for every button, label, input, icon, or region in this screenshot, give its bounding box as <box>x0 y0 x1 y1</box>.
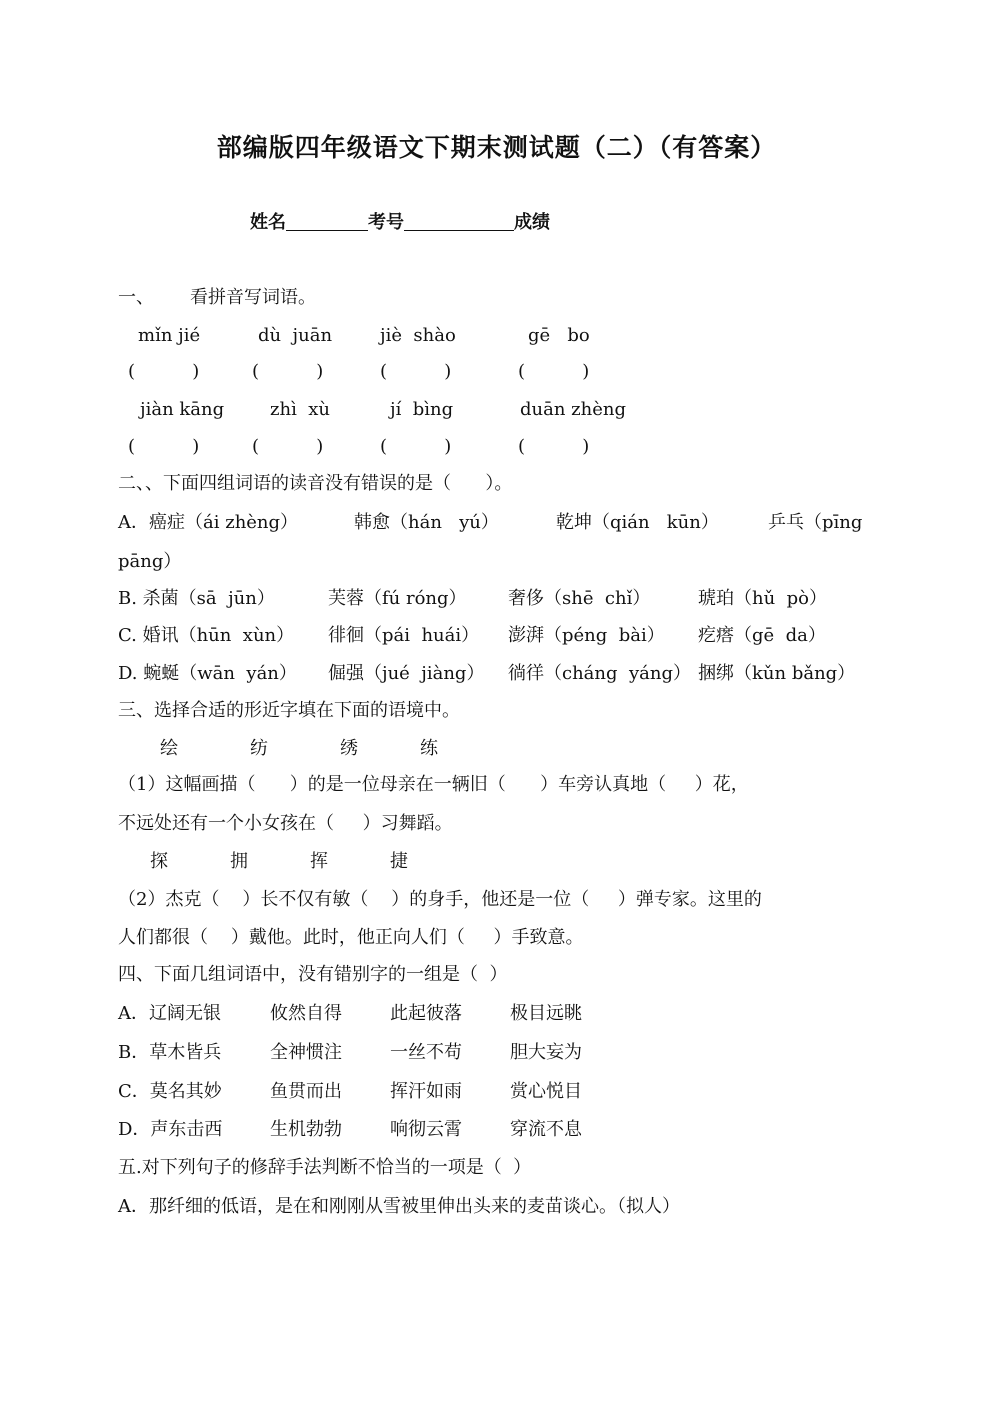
answer-blank[interactable]: ( ) <box>252 361 324 382</box>
option-item: 倔强（jué jiàng） <box>328 663 485 684</box>
option-item: 此起彼落 <box>390 1003 462 1024</box>
option-item: D. 蜿蜒（wān yán） <box>118 663 297 684</box>
q2-option-a-continued: pāng） <box>118 551 182 572</box>
option-item: 一丝不苟 <box>390 1042 462 1063</box>
option-item: 攸然自得 <box>270 1003 342 1024</box>
option-item: B．草木皆兵 <box>118 1042 222 1063</box>
student-info-line <box>250 208 550 234</box>
name-blank[interactable] <box>286 212 368 231</box>
pinyin-item: jiè shào <box>380 325 456 346</box>
q3-heading: 三、选择合适的形近字填在下面的语境中。 <box>118 700 460 721</box>
pinyin-item: gē bo <box>528 325 590 346</box>
option-item: 疙瘩（gē da） <box>698 625 826 646</box>
option-item: A．辽阔无银 <box>118 1003 221 1024</box>
option-item: 乾坤（qián kūn） <box>556 512 719 533</box>
pinyin-item: jí bìng <box>390 399 454 420</box>
answer-blank[interactable]: ( ) <box>128 436 200 457</box>
pinyin-item: dù juān <box>258 325 333 346</box>
option-item: 捆绑（kǔn bǎng） <box>698 663 856 684</box>
option-item: 澎湃（péng bài） <box>508 625 665 646</box>
exam-no-blank[interactable] <box>404 212 514 231</box>
option-item: 穿流不息 <box>510 1119 582 1140</box>
q3-sentence-1-line-1: （1）这幅画描（ ）的是一位母亲在一辆旧（ ）车旁认真地（ ）花， <box>118 774 749 795</box>
exam-no-label: 考号 <box>368 212 404 233</box>
option-item: 胆大妄为 <box>510 1042 582 1063</box>
q1-heading-number: 一、 <box>118 287 154 308</box>
char-choice: 练 <box>420 738 438 759</box>
option-item: 琥珀（hǔ pò） <box>698 588 827 609</box>
q3-sentence-2-line-2: 人们都很（ ）戴他。此时，他正向人们（ ）手致意。 <box>118 927 584 948</box>
option-item: 鱼贯而出 <box>270 1081 342 1102</box>
option-item: 徜徉（cháng yáng） <box>508 663 691 684</box>
score-label: 成绩 <box>514 212 550 233</box>
option-item: 乒乓（pīng <box>768 512 863 533</box>
option-item: A．癌症（ái zhèng） <box>118 512 299 533</box>
option-item: 徘徊（pái huái） <box>328 625 480 646</box>
char-choice: 拥 <box>230 851 248 872</box>
option-item: 芙蓉（fú róng） <box>328 588 467 609</box>
char-choice: 绘 <box>160 738 178 759</box>
char-choice: 挥 <box>310 851 328 872</box>
option-item: 奢侈（shē chǐ） <box>508 588 651 609</box>
pinyin-item: mǐn jié <box>138 325 201 346</box>
answer-blank[interactable]: ( ) <box>518 436 590 457</box>
pinyin-item: jiàn kāng <box>140 399 225 420</box>
answer-blank[interactable]: ( ) <box>380 436 452 457</box>
option-item: D．声东击西 <box>118 1119 223 1140</box>
option-item: 响彻云霄 <box>390 1119 462 1140</box>
answer-blank[interactable]: ( ) <box>252 436 324 457</box>
char-choice: 探 <box>150 851 168 872</box>
option-item: 全神惯注 <box>270 1042 342 1063</box>
q3-sentence-2-line-1: （2）杰克（ ）长不仅有敏（ ）的身手，他还是一位（ ）弹专家。这里的 <box>118 889 762 910</box>
page-title: 部编版四年级语文下期末测试题（二）（有答案） <box>216 133 777 162</box>
option-item: B. 杀菌（sā jūn） <box>118 588 275 609</box>
answer-blank[interactable]: ( ) <box>128 361 200 382</box>
name-label: 姓名 <box>250 212 286 233</box>
option-item: 赏心悦目 <box>510 1081 582 1102</box>
option-item: 挥汗如雨 <box>390 1081 462 1102</box>
q1-heading: 看拼音写词语。 <box>190 287 316 308</box>
q2-heading: 二、、下面四组词语的读音没有错误的是（ ）。 <box>118 473 513 494</box>
char-choice: 捷 <box>390 851 408 872</box>
pinyin-item: zhì xù <box>270 399 331 420</box>
option-item: C．莫名其妙 <box>118 1081 222 1102</box>
pinyin-item: duān zhèng <box>520 399 627 420</box>
option-item: 极目远眺 <box>510 1003 582 1024</box>
q4-heading: 四、下面几组词语中，没有错别字的一组是（ ） <box>118 964 508 985</box>
answer-blank[interactable]: ( ) <box>518 361 590 382</box>
char-choice: 纺 <box>250 738 268 759</box>
option-item: 生机勃勃 <box>270 1119 342 1140</box>
char-choice: 绣 <box>340 738 358 759</box>
q5-option-a: A．那纤细的低语，是在和刚刚从雪被里伸出头来的麦苗谈心。（拟人） <box>118 1196 680 1217</box>
option-item: C. 婚讯（hūn xùn） <box>118 625 295 646</box>
q5-heading: 五.对下列句子的修辞手法判断不恰当的一项是（ ） <box>118 1157 532 1178</box>
option-item: 韩愈（hán yú） <box>354 512 499 533</box>
answer-blank[interactable]: ( ) <box>380 361 452 382</box>
q3-sentence-1-line-2: 不远处还有一个小女孩在（ ）习舞蹈。 <box>118 813 453 834</box>
